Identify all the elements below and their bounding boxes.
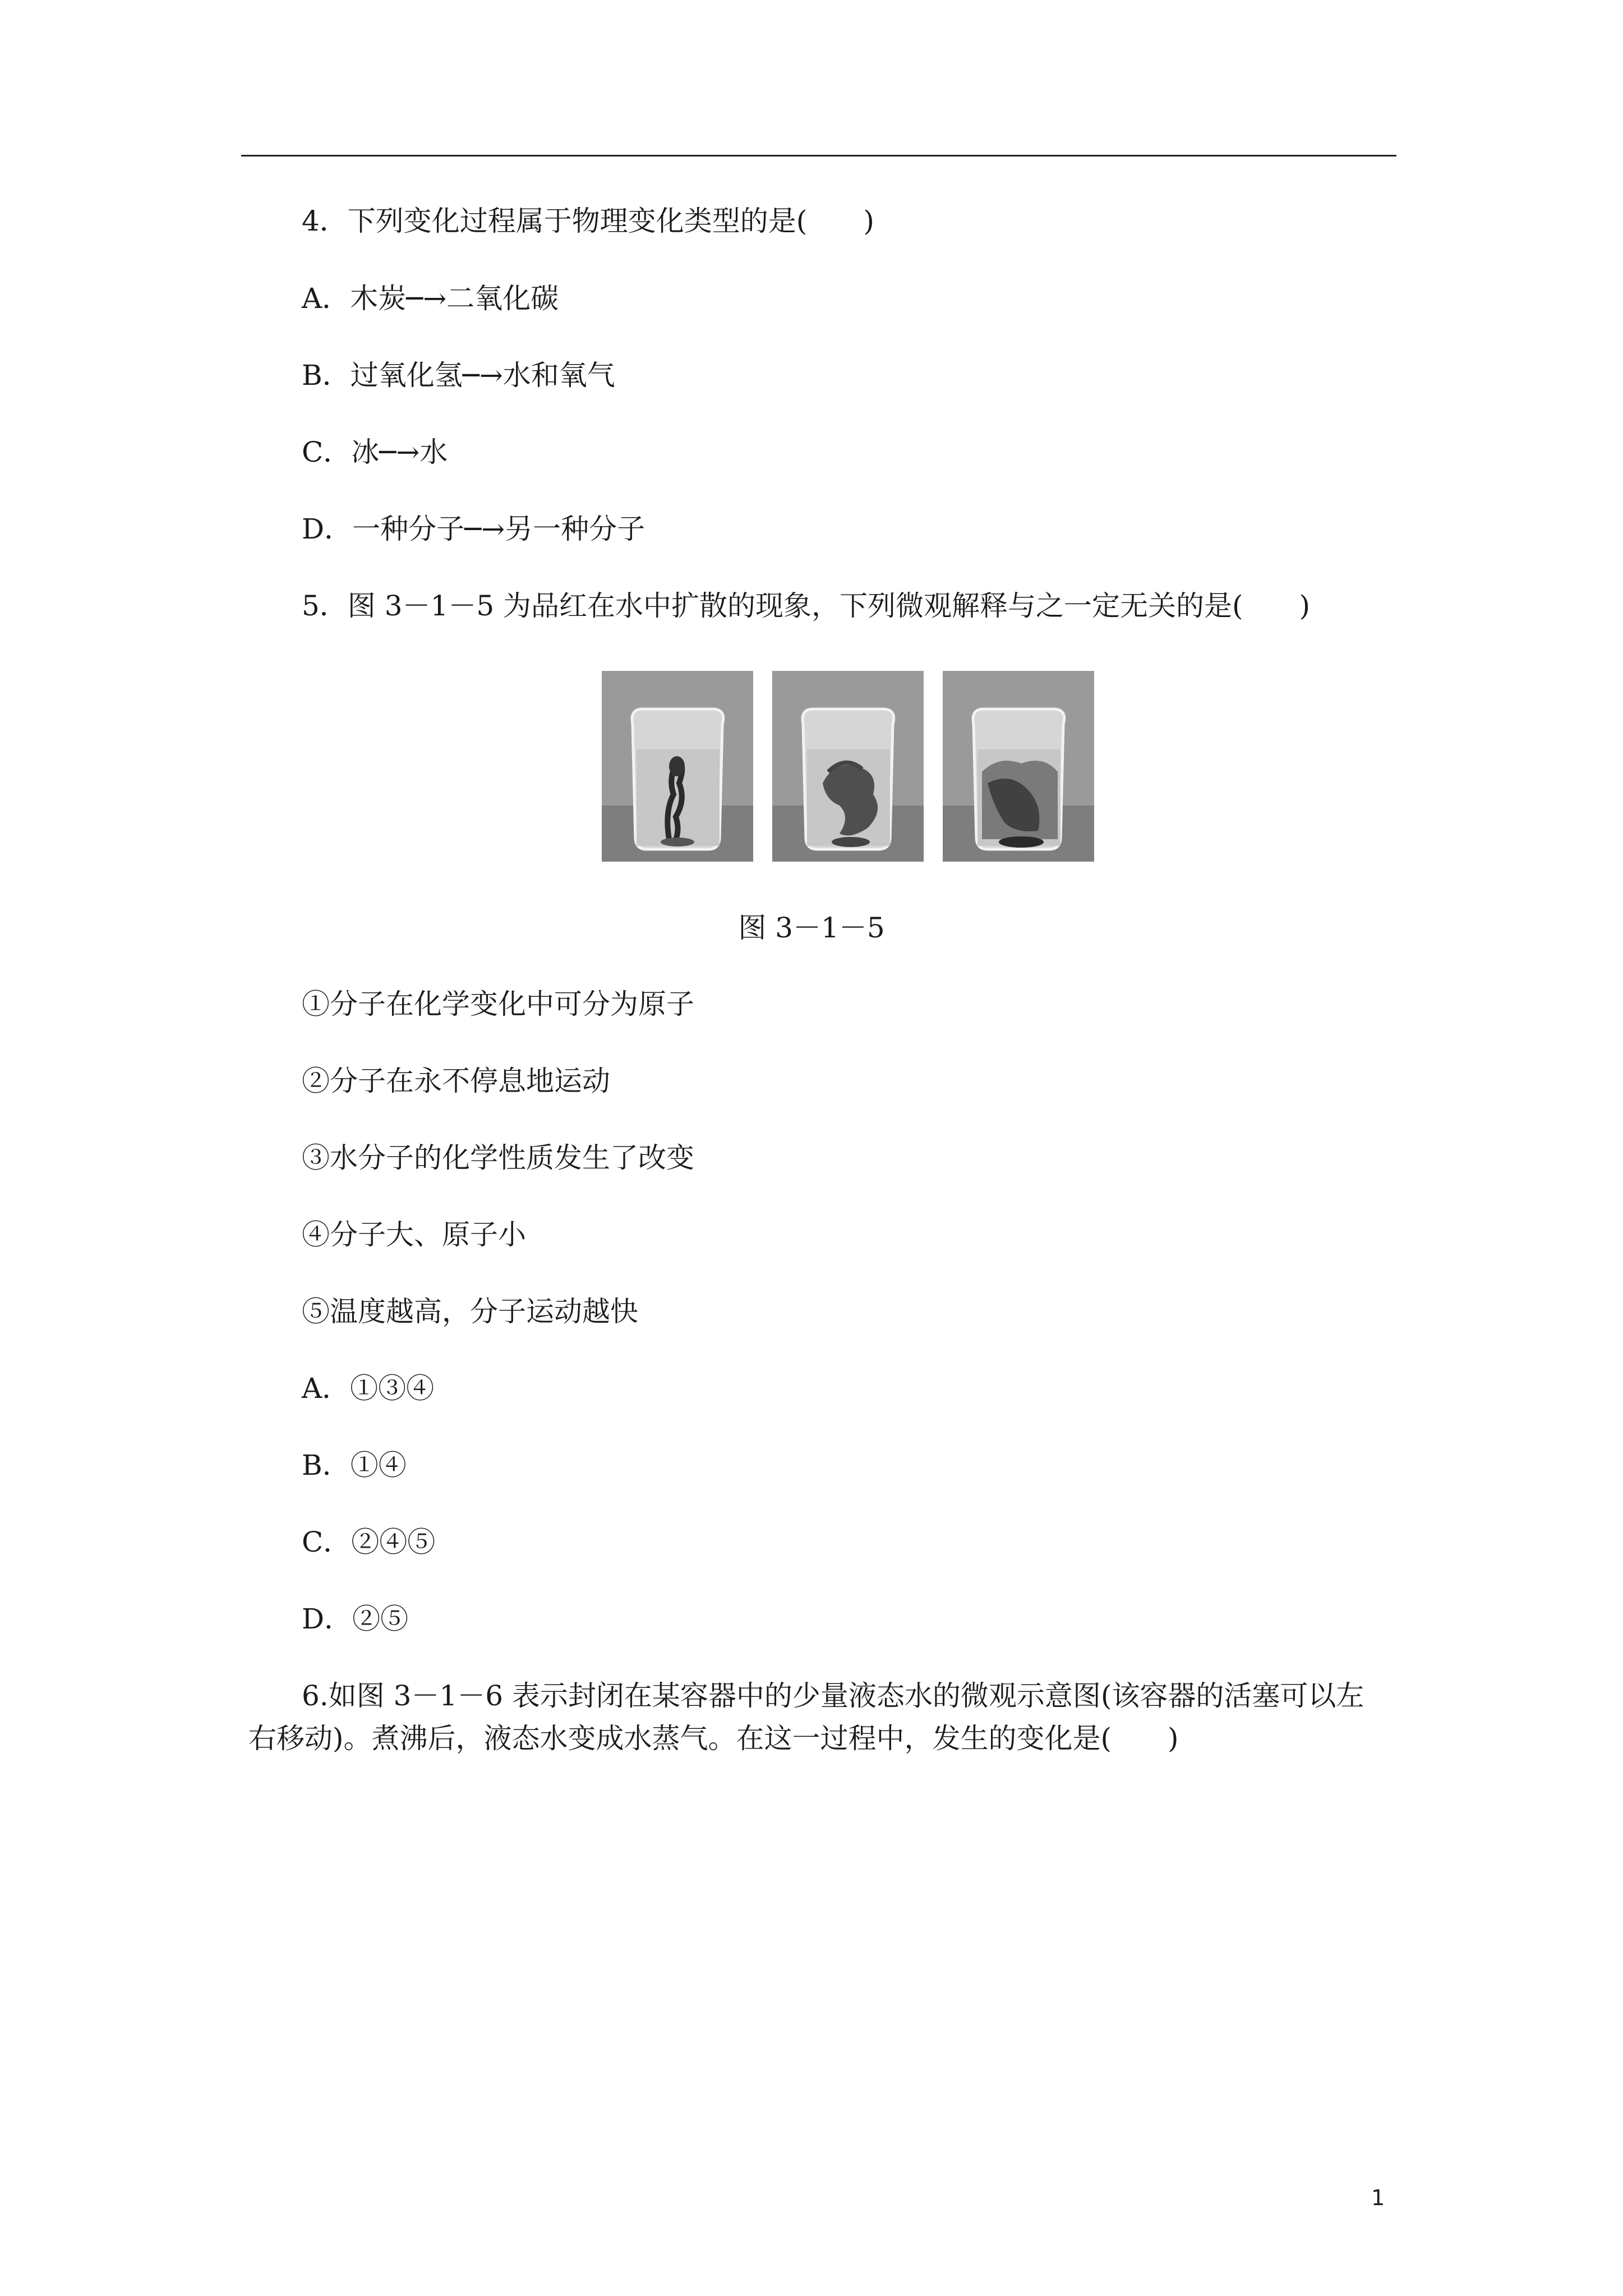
header-rule [241, 155, 1396, 157]
q5-option-a: A．①③④ [302, 1372, 435, 1405]
beaker-photo-1 [602, 671, 753, 862]
q5-statement-2: ②分子在永不停息地运动 [302, 1065, 610, 1097]
q5-option-c: C．②④⑤ [302, 1526, 436, 1558]
q5-statement-1: ①分子在化学变化中可分为原子 [302, 988, 694, 1020]
beaker-photo-3 [943, 671, 1094, 862]
q6-stem-line2: 右移动)。煮沸后，液态水变成水蒸气。在这一过程中，发生的变化是( ) [248, 1722, 1179, 1755]
q5-stem: 5．图 3－1－5 为品红在水中扩散的现象，下列微观解释与之一定无关的是( ) [302, 590, 1311, 622]
beaker-photo-2 [772, 671, 924, 862]
page-number: 1 [1371, 2185, 1385, 2210]
q5-option-d: D．②⑤ [302, 1603, 409, 1635]
q5-statement-3: ③水分子的化学性质发生了改变 [302, 1142, 694, 1174]
q5-statement-4: ④分子大、原子小 [302, 1218, 526, 1251]
q6-stem-line1: 6.如图 3－1－6 表示封闭在某容器中的少量液态水的微观示意图(该容器的活塞可以左 [302, 1680, 1364, 1712]
q4-option-d: D．一种分子─→另一种分子 [302, 513, 645, 545]
figure-caption: 图 3－1－5 [738, 912, 885, 944]
q4-stem: 4．下列变化过程属于物理变化类型的是( ) [302, 205, 874, 237]
q5-option-b: B．①④ [302, 1449, 407, 1481]
q4-option-a: A．木炭─→二氧化碳 [302, 282, 559, 315]
q4-option-c: C．冰─→水 [302, 436, 448, 468]
q4-option-b: B．过氧化氢─→水和氧气 [302, 359, 615, 392]
q5-statement-5: ⑤温度越高，分子运动越快 [302, 1295, 638, 1328]
